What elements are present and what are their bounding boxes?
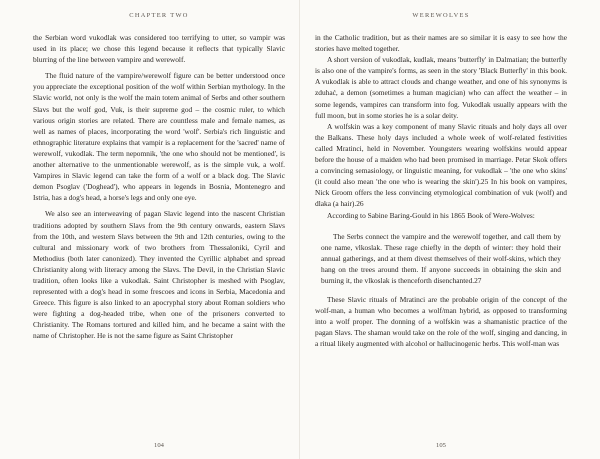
running-head-left: CHAPTER TWO (129, 12, 189, 19)
right-page (300, 0, 600, 459)
paragraph: A short version of vukodlak, kudlak, means 'butterfly' in Dalmatian; the butterfly is also one of the vampire's forms, as seen in the story 'Black Butterfly' in this book. A vukodlak is able to attract clouds and change weather, and one of his synonyms is zduhać, a demon (sometimes a human magician) who can affect the weather – in some legends, vampires can transform into fog. Vukodlak usually appears with the full moon, but in some stories he is a solar deity. (315, 55, 567, 120)
paragraph: A wolfskin was a key component of many Slavic rituals and holy days all over the Balkans. These holy days included a whole week of wolf-related festivities called Mratinci, held in November. Youngsters wearing wolfskins would appear before the house of a maiden who had been promised in marriage. Petar Skok offers a convincing semasiology, or linguistic meaning, for vukodlak – 'the one who skins' (it could also mean 'the one who is wearing the skin').25 In his book on vampires, Nick Groom offers the less convincing etymological combination of vuk (wolf) and dlaka (a hair).26 (315, 121, 567, 209)
paragraph: The fluid nature of the vampire/werewolf figure can be better understood once you appreciate the exceptional position of the wolf within Serbian mythology. In the Slavic world, not only is the wolf the main totem animal of Serbs and other southern Slavs but the wolf god, Vuk, is their supreme god – the cosmic ruler, to which various origin stories are related. There are countless male and female names, as well as names of places, incorporating the word 'wolf'. Serbia's rich linguistic and ethnographic literature explains that vampir is a replacement for the 'sacred' name of werewolf, vukodlak. The term nepomnik, 'the one who should not be mentioned', is another alternative to the unmentionable werewolf, as is the simple vuk, a wolf. Vampires in Slavic legend can take the form of a wolf or a black dog. The Slavic demon Psoglav ('Doghead'), who appears in legends in Bosnia, Montenegro and Istria, has a dog's head, a horse's legs and only one eye. (33, 71, 285, 203)
paragraph: We also see an interweaving of pagan Slavic legend into the nascent Christian traditions adopted by southern Slavs from the 9th century onwards, eastern Slavs from the 10th, and western Slavs between the 9th and 12th centuries, owing to the cultural and missionary work of two brothers from Thessaloniki, Cyril and Methodius (both later canonized). They invented the Cyrillic alphabet and spread Christianity along with literacy among the Slavs. The Devil, in the Christian Slavic tradition, often looks like a vukodlak. Saint Christopher is meshed with Psoglav, represented with a dog's head in some frescoes and icons in Serbia, Macedonia and Greece. This figure is also linked to an apocryphal story about Roman soldiers who were fighting a dog-headed tribe, when one of the prisoners converted to Christianity. The Romans tortured and killed him, and he became a saint with the name of Christopher. He is not the same figure as Saint Christopher (33, 209, 285, 341)
paragraph: According to Sabine Baring-Gould in his 1865 Book of Were-Wolves: (327, 210, 535, 220)
running-head-right: WEREWOLVES (412, 12, 470, 19)
paragraph: the Serbian word vukodlak was considered too terrifying to utter, so vampir was used in its place; we chose this legend because it reflects that typically Slavic blurring of the line between vampire and werewolf. (33, 33, 285, 65)
paragraph: in the Catholic tradition, but as their names are so similar it is easy to see how the stories have melted together. (315, 33, 567, 54)
page-number-right: 105 (436, 442, 446, 449)
page-number-left: 104 (154, 442, 164, 449)
block-quote: The Serbs connect the vampire and the werewolf together, and call them by one name, vlkoslak. These rage chiefly in the depth of winter: they hold their annual gatherings, and at them divest themselves of their wolf-skins, which they hang on the trees around them. If anyone succeeds in obtaining the skin and burning it, the vlkoslak is thenceforth disenchanted.27 (321, 231, 561, 285)
paragraph: These Slavic rituals of Mratinci are the probable origin of the concept of the wolf-man, a human who becomes a wolf/man hybrid, as opposed to transforming into a wolf proper. The donning of a wolfskin was a shamanistic practice of the pagan Slavs. The shaman would take on the role of the wolf, singing and dancing, in a ritual likely augmented with alcohol or hallucinogenic herbs. This wolf-man was (315, 295, 567, 349)
